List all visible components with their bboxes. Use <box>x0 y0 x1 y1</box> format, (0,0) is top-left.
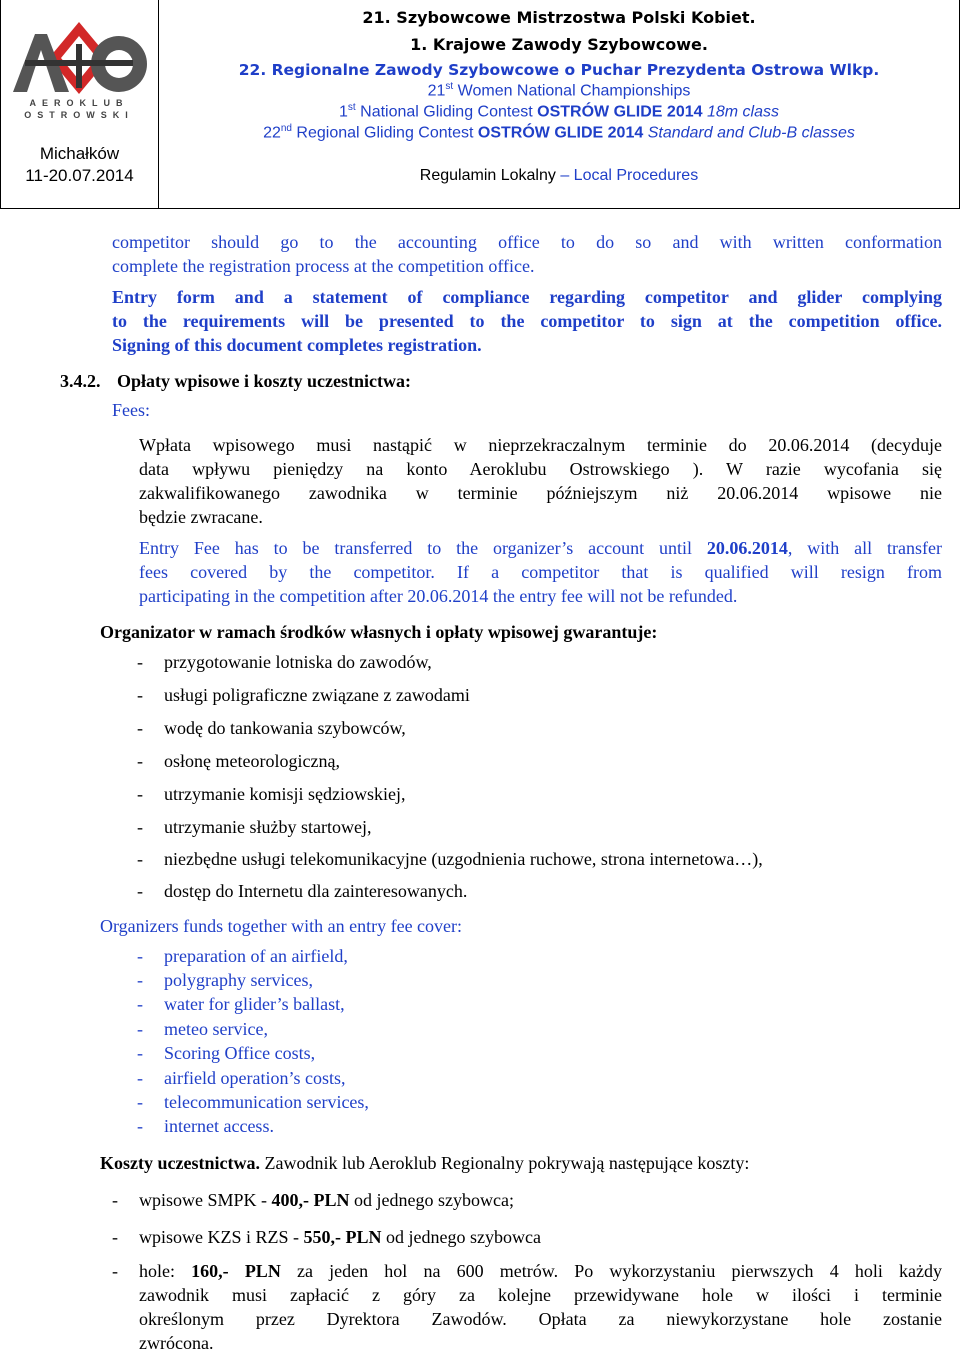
organizer-en-item: - Scoring Office costs, <box>137 1043 316 1063</box>
fees-pl-line-1: Wpłata wpisowego musi nastąpić w nieprzekraczalnym terminie do 20.06.2014 (decyduje <box>139 435 942 455</box>
intro-line-2: complete the registration process at the competition office. <box>112 256 535 276</box>
title-line-5: 1st National Gliding Contest OSTRÓW GLIDE 2014 18m class <box>339 102 779 121</box>
svg-text:OSTROWSKI: OSTROWSKI <box>24 110 134 120</box>
dates: 11-20.07.2014 <box>25 166 134 185</box>
organizer-en-item: - preparation of an airfield, <box>137 946 348 966</box>
organizer-item: - dostęp do Internetu dla zainteresowanych. <box>137 881 468 901</box>
organizer-item: - wodę do tankowania szybowców, <box>137 718 406 738</box>
costs-item: - wpisowe KZS i RZS - 550,- PLN od jednego szybowca <box>112 1227 541 1247</box>
costs-item-line-3: określonym przez Dyrektora Zawodów. Opłata za niewykorzystane hole zostanie <box>139 1309 942 1329</box>
intro-bold-line-3: Signing of this document completes registration. <box>112 335 482 355</box>
section-number: 3.4.2. <box>60 371 101 391</box>
fees-pl-line-3: zakwalifikowanego zawodnika w terminie późniejszym niż 20.06.2014 wpisowe nie <box>139 483 942 503</box>
organizer-item: - niezbędne usługi telekomunikacyjne (uzgodnienia ruchowe, strona internetowa…), <box>137 849 763 869</box>
title-line-3: 22. Regionalne Zawody Szybowcowe o Puchar Prezydenta Ostrowa Wlkp. <box>238 61 880 79</box>
title-line-2: 1. Krajowe Zawody Szybowcowe. <box>410 35 708 54</box>
intro-line-1: competitor should go to the accounting office to do so and with written conformation <box>112 232 942 252</box>
location: Michałków <box>39 144 120 163</box>
page-header <box>0 0 960 209</box>
organizer-en-item: - water for glider’s ballast, <box>137 994 345 1014</box>
organizer-heading-en: Organizers funds together with an entry fee cover: <box>100 916 463 936</box>
fees-pl-line-4: będzie zwracane. <box>139 507 263 527</box>
organizer-en-item: - polygraphy services, <box>137 970 313 990</box>
organizer-en-item: - telecommunication services, <box>137 1092 369 1112</box>
fees-pl-line-2: data wpływu pieniędzy na konto Aeroklubu Ostrowskiego ). W razie wycofania się <box>139 459 942 479</box>
organizer-item: - przygotowanie lotniska do zawodów, <box>137 652 432 672</box>
intro-bold-line-2: to the requirements will be presented to the competitor to sign at the competition office. <box>112 311 942 331</box>
organizer-item: - utrzymanie komisji sędziowskiej, <box>137 784 406 804</box>
regulations-title: Regulamin Lokalny – Local Procedures <box>419 167 699 184</box>
organizer-en-item: - internet access. <box>137 1116 274 1136</box>
section-title: Opłaty wpisowe i koszty uczestnictwa: <box>117 371 411 391</box>
fees-en-line-1: Entry Fee has to be transferred to the organizer’s account until 20.06.2014, with all transfer <box>139 538 942 558</box>
svg-text:AEROKLUB: AEROKLUB <box>29 98 129 108</box>
costs-heading: Koszty uczestnictwa. Zawodnik lub Aeroklub Regionalny pokrywają następujące koszty: <box>100 1153 750 1173</box>
fees-en-line-3: participating in the competition after 20.06.2014 the entry fee will not be refunded. <box>139 586 738 606</box>
organizer-item: - usługi poligraficzne związane z zawodami <box>137 685 470 705</box>
costs-item: - hole: 160,- PLN za jeden hol na 600 metrów. Po wykorzystaniu pierwszych 4 holi każdy <box>112 1261 942 1281</box>
organizer-heading: Organizator w ramach środków własnych i opłaty wpisowej gwarantuje: <box>100 622 658 642</box>
title-line-4: 21st Women National Championships <box>427 81 691 100</box>
costs-item-line-2: zawodnik musi zapłacić z góry za kolejne przewidywane hole w ilości i terminie <box>139 1285 942 1305</box>
fees-en-line-2: fees covered by the competitor. If a competitor that is qualified will resign from <box>139 562 942 582</box>
organizer-en-item: - airfield operation’s costs, <box>137 1068 346 1088</box>
title-line-6: 22nd Regional Gliding Contest OSTRÓW GLIDE 2014 Standard and Club-B classes <box>263 123 855 142</box>
organizer-item: - utrzymanie służby startowej, <box>137 817 372 837</box>
intro-bold-line-1: Entry form and a statement of compliance regarding competitor and glider complying <box>112 287 942 307</box>
costs-item-line-4: zwrócona. <box>139 1333 214 1353</box>
organizer-item: - osłonę meteorologiczną, <box>137 751 340 771</box>
logo-cell <box>1 0 159 208</box>
section-title-en: Fees: <box>112 400 150 420</box>
organizer-en-item: - meteo service, <box>137 1019 268 1039</box>
title-line-1: 21. Szybowcowe Mistrzostwa Polski Kobiet. <box>362 8 756 27</box>
costs-item: - wpisowe SMPK - 400,- PLN od jednego szybowca; <box>112 1190 514 1210</box>
aeroklub-logo-icon <box>5 20 153 120</box>
